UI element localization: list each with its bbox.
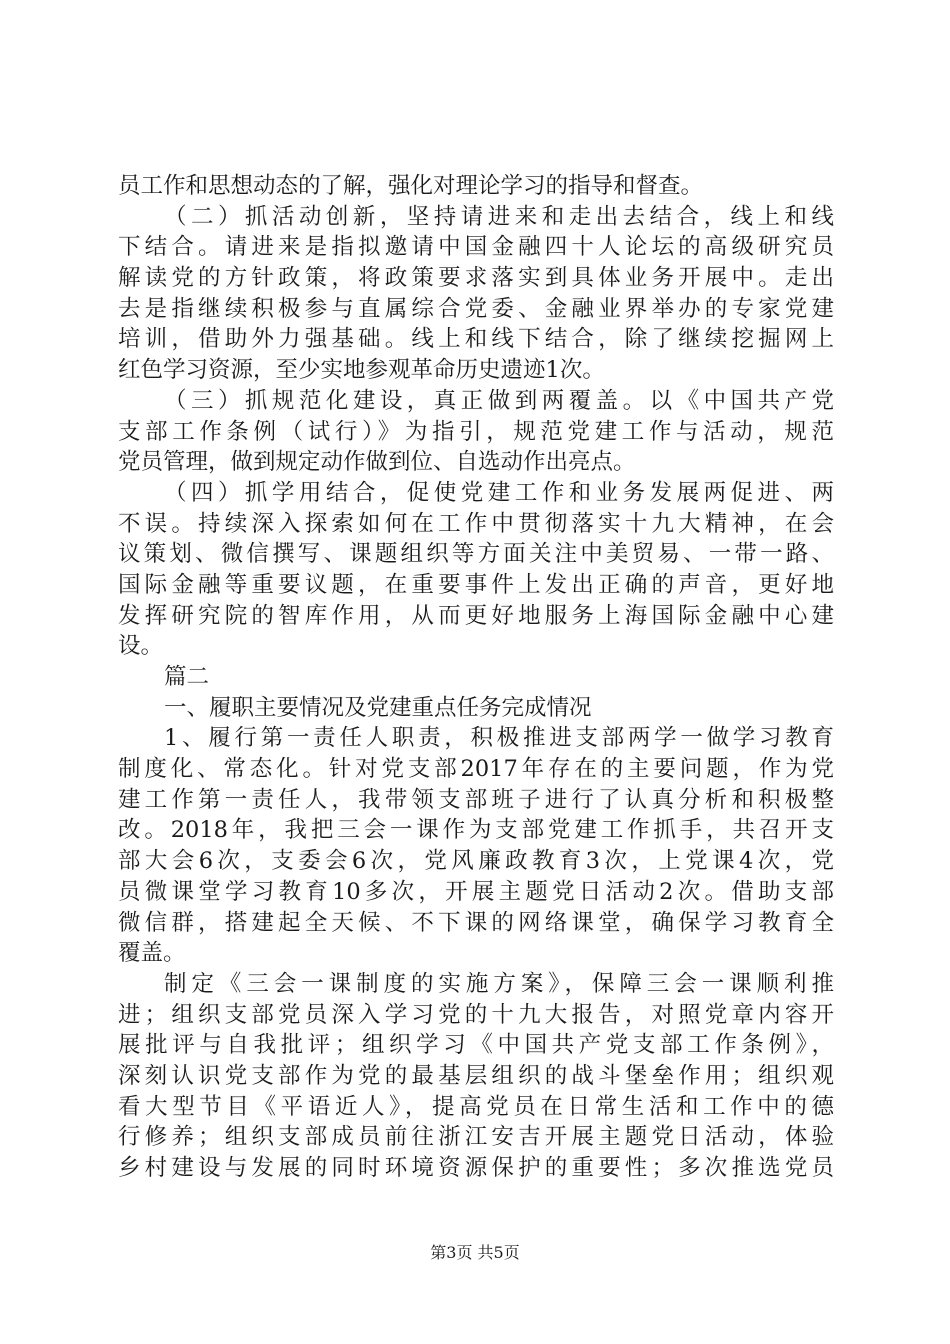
text-line: 看大型节目《平语近人》，提高党员在日常生活和工作中的德	[118, 1093, 834, 1120]
text-line: 去是指继续积极参与直属综合党委、金融业界举办的专家党建	[118, 295, 834, 322]
text-line: 下结合。请进来是指拟邀请中国金融四十人论坛的高级研究员	[118, 234, 834, 261]
text-line: 部大会6次，支委会6次，党风廉政教育3次，上党课4次，党	[118, 848, 834, 875]
text-line: （三）抓规范化建设，真正做到两覆盖。以《中国共产党	[164, 387, 834, 414]
text-line: 一、履职主要情况及党建重点任务完成情况	[164, 694, 592, 721]
text-line: （四）抓学用结合，促使党建工作和业务发展两促进、两	[164, 479, 834, 506]
text-line: 改。2018年，我把三会一课作为支部党建工作抓手，共召开支	[118, 817, 834, 844]
text-line: 议策划、微信撰写、课题组织等方面关注中美贸易、一带一路、	[118, 541, 834, 568]
page-footer: 第3页 共5页	[430, 1243, 520, 1262]
text-line: 支部工作条例（试行）》为指引，规范党建工作与活动，规范	[118, 418, 834, 445]
text-line: 员微课堂学习教育10多次，开展主题党日活动2次。借助支部	[118, 878, 834, 905]
text-line: 员工作和思想动态的了解，强化对理论学习的指导和督查。	[118, 173, 704, 199]
text-line: 乡村建设与发展的同时环境资源保护的重要性；多次推选党员	[118, 1155, 834, 1181]
text-line: 建工作第一责任人，我带领支部班子进行了认真分析和积极整	[118, 786, 834, 813]
text-line: 解读党的方针政策，将政策要求落实到具体业务开展中。走出	[118, 265, 834, 292]
text-line: 制定《三会一课制度的实施方案》，保障三会一课顺利推	[164, 970, 834, 997]
text-line: 进；组织支部党员深入学习党的十九大报告，对照党章内容开	[118, 1001, 834, 1028]
document-body	[118, 171, 834, 1184]
text-line: 深刻认识党支部作为党的最基层组织的战斗堡垒作用；组织观	[118, 1062, 834, 1089]
text-line: 不误。持续深入探索如何在工作中贯彻落实十九大精神，在会	[118, 510, 834, 537]
text-line: 制度化、常态化。针对党支部2017年存在的主要问题，作为党	[118, 756, 834, 783]
text-line: 覆盖。	[118, 940, 186, 967]
text-line: 红色学习资源，至少实地参观革命历史遗迹1次。	[118, 357, 605, 384]
text-line: 行修养；组织支部成员前往浙江安吉开展主题党日活动，体验	[118, 1124, 834, 1151]
text-line: 党员管理，做到规定动作做到位、自选动作出亮点。	[118, 449, 636, 476]
text-line: 培训，借助外力强基础。线上和线下结合，除了继续挖掘网上	[118, 326, 834, 353]
text-line: 微信群，搭建起全天候、不下课的网络课堂，确保学习教育全	[118, 909, 834, 936]
text-line: 设。	[118, 633, 164, 660]
text-line: （二）抓活动创新，坚持请进来和走出去结合，线上和线	[164, 203, 834, 230]
text-line: 展批评与自我批评；组织学习《中国共产党支部工作条例》，	[118, 1032, 834, 1059]
text-line: 篇二	[164, 664, 210, 690]
text-line: 发挥研究院的智库作用，从而更好地服务上海国际金融中心建	[118, 602, 834, 629]
text-line: 国际金融等重要议题，在重要事件上发出正确的声音，更好地	[118, 571, 834, 598]
text-line: 1、履行第一责任人职责，积极推进支部两学一做学习教育	[164, 725, 834, 752]
